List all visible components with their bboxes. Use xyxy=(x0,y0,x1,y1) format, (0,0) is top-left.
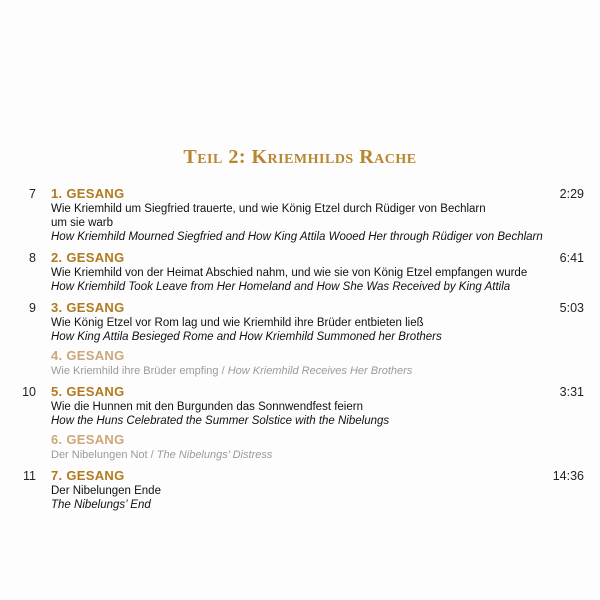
gesang-heading: 5. GESANG xyxy=(51,384,125,399)
track-10 xyxy=(0,384,600,428)
track-number: 10 xyxy=(22,385,36,399)
english-title: The Nibelungs’ Distress xyxy=(156,449,273,461)
track-duration: 5:03 xyxy=(559,301,584,315)
gesang-description xyxy=(51,448,584,462)
gesang-4-untracked xyxy=(0,348,600,378)
gesang-heading: 2. GESANG xyxy=(51,250,125,265)
english-title: How the Huns Celebrated the Summer Solstice with the Nibelungs xyxy=(51,415,390,427)
track-number: 9 xyxy=(29,301,36,315)
gesang-heading: 6. GESANG xyxy=(51,432,125,447)
gesang-heading: 1. GESANG xyxy=(51,186,125,201)
german-title: Der Nibelungen Ende xyxy=(51,485,161,497)
title-separator: / xyxy=(147,449,157,461)
german-title: Wie Kriemhild von der Heimat Abschied nahm, und wie sie von König Etzel empfangen wurde xyxy=(51,267,528,279)
german-title: Der Nibelungen Not xyxy=(51,449,148,461)
english-title: The Nibelungs’ End xyxy=(51,499,151,511)
german-title: Wie die Hunnen mit den Burgunden das Sonnwendfest feiern xyxy=(51,401,363,413)
track-duration: 14:36 xyxy=(552,469,584,483)
english-title: How Kriemhild Mourned Siegfried and How King Attila Wooed Her through Rüdiger von Bechlarn xyxy=(51,231,543,243)
gesang-heading: 4. GESANG xyxy=(51,348,125,363)
title-separator: / xyxy=(218,365,228,377)
gesang-6-untracked xyxy=(0,432,600,462)
english-title: How Kriemhild Took Leave from Her Homeland and How She Was Received by King Attila xyxy=(51,281,511,293)
track-number: 8 xyxy=(29,251,36,265)
german-title: Wie Kriemhild um Siegfried trauerte, und wie König Etzel durch Rüdiger von Bechlarn um sie warb xyxy=(51,203,486,229)
track-duration: 6:41 xyxy=(559,251,584,265)
track-duration: 3:31 xyxy=(559,385,584,399)
track-8 xyxy=(0,250,600,294)
track-duration: 2:29 xyxy=(559,187,584,201)
gesang-description xyxy=(51,364,584,378)
track-7 xyxy=(0,186,600,244)
track-11 xyxy=(0,468,600,512)
german-title: Wie König Etzel vor Rom lag und wie Kriemhild ihre Brüder entbieten ließ xyxy=(51,317,424,329)
track-9 xyxy=(0,300,600,344)
track-number: 11 xyxy=(23,469,36,483)
section-title: Teil 2: Kriemhilds Rache xyxy=(183,146,417,168)
english-title: How Kriemhild Receives Her Brothers xyxy=(227,365,413,377)
english-title: How King Attila Besieged Rome and How Kriemhild Summoned her Brothers xyxy=(51,331,442,343)
track-number: 7 xyxy=(29,187,36,201)
gesang-heading: 3. GESANG xyxy=(51,300,125,315)
german-title: Wie Kriemhild ihre Brüder empfing xyxy=(51,365,219,377)
gesang-heading: 7. GESANG xyxy=(51,468,125,483)
track-list xyxy=(0,186,600,512)
